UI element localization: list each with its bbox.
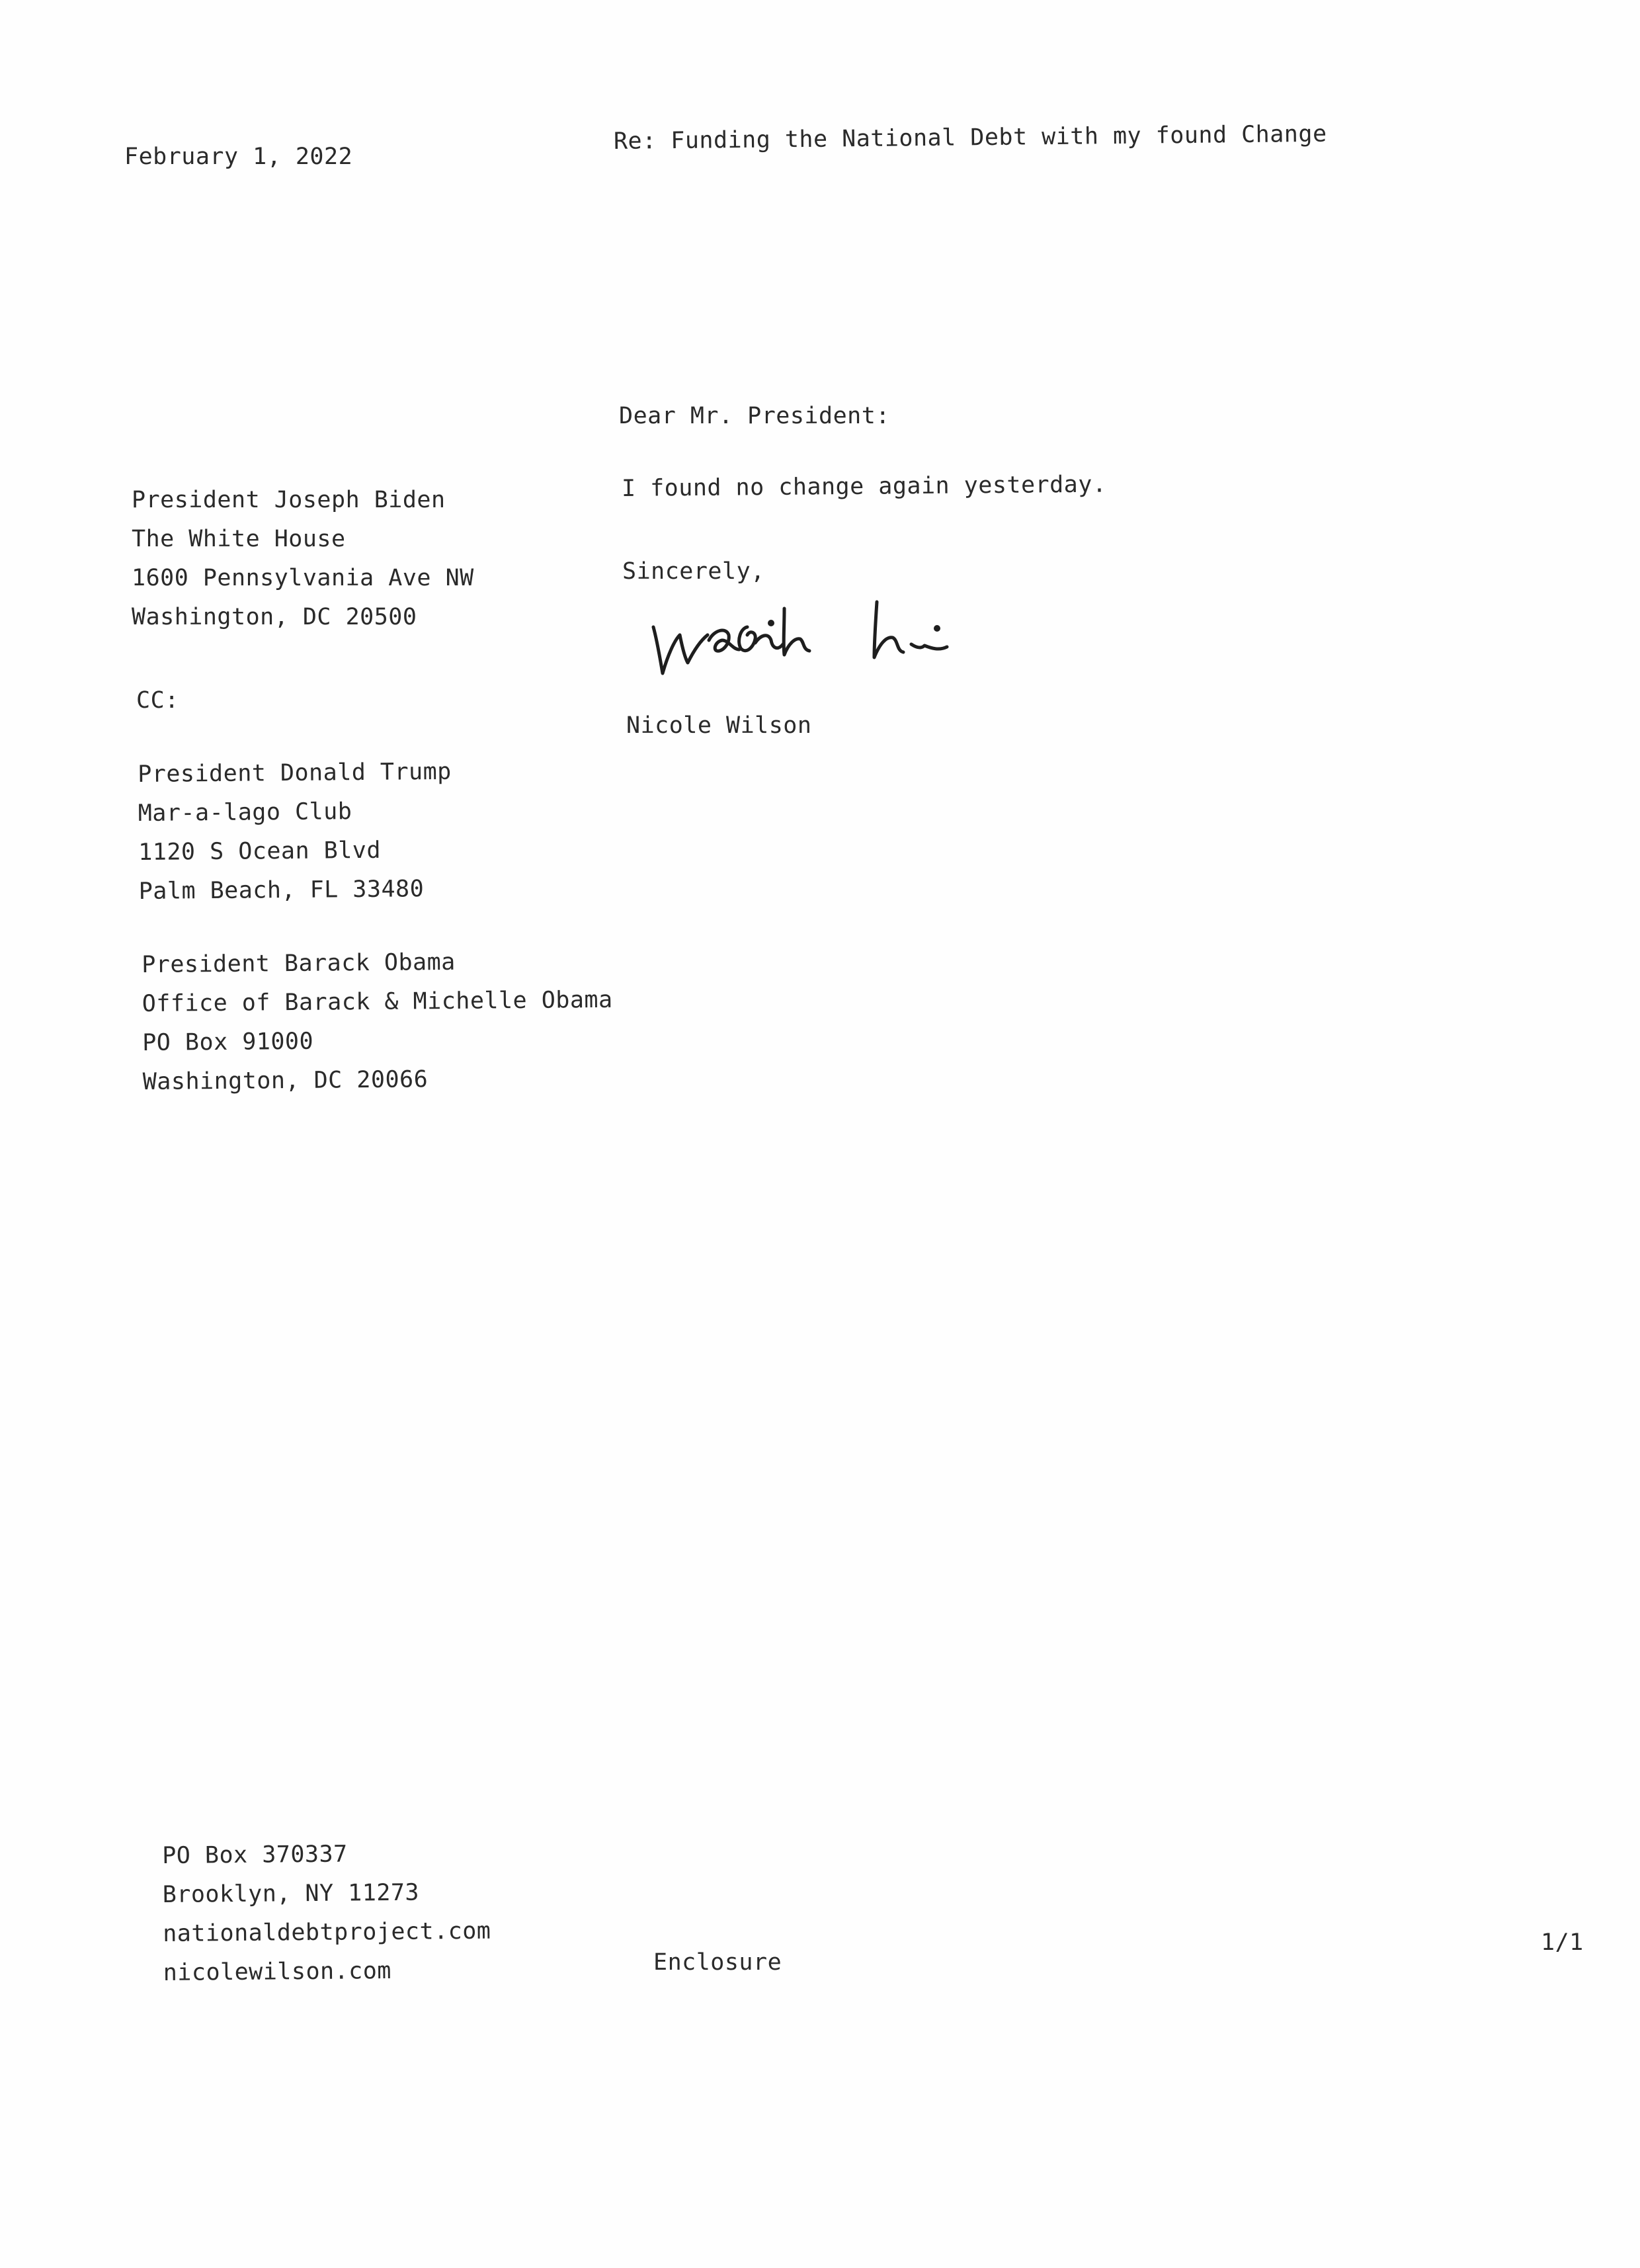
address-line: Mar-a-lago Club [138, 798, 352, 827]
salutation: Dear Mr. President: [619, 403, 890, 429]
address-line: 1600 Pennsylvania Ave NW [132, 565, 474, 591]
address-line: The White House [132, 526, 346, 552]
closing: Sincerely, [622, 558, 765, 585]
cc-address [138, 753, 453, 911]
address-line: Washington, DC 20500 [132, 604, 417, 630]
letter-body: I found no change again yesterday. [621, 471, 1107, 502]
address-line: Brooklyn, NY 11273 [162, 1879, 420, 1909]
letter-date: February 1, 2022 [124, 144, 353, 170]
cc-label: CC: [136, 687, 179, 714]
address-line: President Barack Obama [142, 948, 456, 979]
address-line: Washington, DC 20066 [142, 1066, 429, 1095]
address-line: PO Box 370337 [162, 1841, 348, 1870]
address-line: PO Box 91000 [142, 1028, 314, 1056]
page-number: 1/1 [1541, 1929, 1584, 1956]
website-line: nationaldebtproject.com [163, 1917, 491, 1947]
website-line: nicolewilson.com [163, 1957, 392, 1986]
signer-name: Nicole Wilson [626, 712, 812, 739]
recipient-address [132, 481, 474, 637]
address-line: President Joseph Biden [132, 487, 446, 513]
address-line: Office of Barack & Michelle Obama [142, 986, 613, 1018]
letter-subject: Re: Funding the National Debt with my found Change [613, 120, 1327, 155]
return-address [162, 1834, 491, 1993]
handwritten-signature-icon [648, 589, 992, 694]
cc-address [142, 942, 614, 1102]
address-line: 1120 S Ocean Blvd [138, 837, 382, 866]
address-line: Palm Beach, FL 33480 [138, 876, 425, 905]
address-line: President Donald Trump [138, 758, 452, 788]
enclosure-note: Enclosure [653, 1949, 782, 1976]
